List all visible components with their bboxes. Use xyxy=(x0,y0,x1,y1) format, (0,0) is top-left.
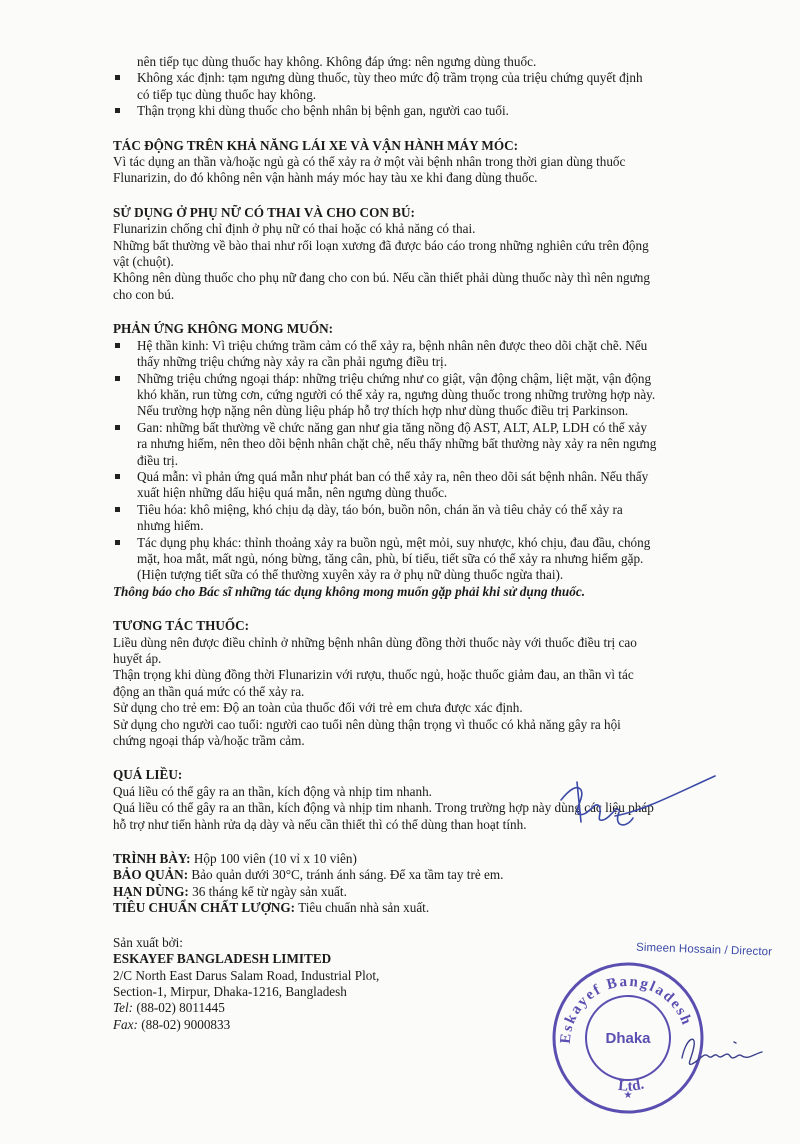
bullet-item: Hệ thần kinh: Vì triệu chứng trầm cảm có thể xảy ra, bệnh nhân nên được theo dõi chặt chẽ. Nếu thấy những triệu chứng này xảy ra cần phải ngưng điều trị. xyxy=(113,338,721,371)
bullet-item: Tiêu hóa: khô miệng, khó chịu dạ dày, táo bón, buồn nôn, chán ăn và tiêu chảy có thể xảy ra nhưng hiếm. xyxy=(113,502,721,535)
manufacturer-name: ESKAYEF BANGLADESH LIMITED xyxy=(113,951,332,967)
section-heading: SỬ DỤNG Ở PHỤ NỮ CÓ THAI VÀ CHO CON BÚ: xyxy=(113,204,415,220)
bullet-item: Thận trọng khi dùng thuốc cho bệnh nhân bị bệnh gan, người cao tuổi. xyxy=(113,103,721,119)
signature-scribble xyxy=(555,770,725,865)
bullet-icon xyxy=(115,75,120,80)
body-line: Liều dùng nên được điều chỉnh ở những bệnh nhân dùng đồng thời thuốc này với thuốc điều trị cao xyxy=(113,634,637,650)
body-line: Vì tác dụng an thần và/hoặc ngủ gà có thể xảy ra ở một vài bệnh nhân trong thời gian dùng thuốc xyxy=(113,154,626,170)
bullet-icon xyxy=(115,343,120,348)
interactions-section xyxy=(113,618,721,749)
stamp-center-text: Dhaka xyxy=(605,1030,651,1047)
bullet-item: Không xác định: tạm ngưng dùng thuốc, tùy theo mức độ trầm trọng của triệu chứng quyết định có tiếp tục dùng thuốc hay không. xyxy=(113,70,721,103)
fax-row: Fax: (88-02) 9000833 xyxy=(113,1016,231,1032)
body-line: Quá liều có thể gây ra an thần, kích động và nhịp tim nhanh. xyxy=(113,783,432,799)
bullet-icon xyxy=(115,425,120,430)
section-heading: QUÁ LIỀU: xyxy=(113,767,183,783)
bullet-item: Tác dụng phụ khác: thỉnh thoảng xảy ra buồn ngủ, mệt mỏi, suy nhược, khó chịu, đau đầu, chóng mặt, hoa mắt, mất ngủ, nóng bừng, tăng cân, phù, bí tiểu, tiết sữa có thể xảy ra nhưng hiếm gặp. (Hiện tượng tiết sữa có thể thường xuyên xảy ra ở phụ nữ dùng thuốc ngừa thai). xyxy=(113,535,721,584)
expiry-row: HẠN DÙNG: 36 tháng kể từ ngày sản xuất. xyxy=(113,883,347,899)
bullet-item: Quá mẫn: vì phản ứng quá mẫn như phát ban có thể xảy ra, nên theo dõi sát bệnh nhân. Nếu thấy xuất hiện những dấu hiệu quá mẫn, nên ngưng dùng thuốc. xyxy=(113,469,721,502)
signature-label: Simeen Hossain / Director xyxy=(635,941,773,959)
bullet-icon xyxy=(115,507,120,512)
tel-row: Tel: (88-02) 8011445 xyxy=(113,1000,225,1016)
body-line: hỗ trợ như tiến hành rửa dạ dày và nếu cần thiết thì có thể dùng than hoạt tính. xyxy=(113,816,527,832)
section-heading: TÁC ĐỘNG TRÊN KHẢ NĂNG LÁI XE VÀ VẬN HÀNH MÁY MÓC: xyxy=(113,137,519,153)
body-line: Không nên dùng thuốc cho phụ nữ đang cho con bú. Nếu cần thiết phải dùng thuốc này thì nên ngưng xyxy=(113,270,650,286)
body-line: động an thần quá mức có thể xảy ra. xyxy=(113,683,305,699)
stamp-star-icon: ★ xyxy=(623,1090,633,1101)
manufacturer-address: Section-1, Mirpur, Dhaka-1216, Bangladesh xyxy=(113,983,347,999)
body-line: cho con bú. xyxy=(113,286,175,302)
storage-row: BẢO QUẢN: Bảo quản dưới 30°C, tránh ánh sáng. Để xa tầm tay trẻ em. xyxy=(113,867,504,883)
bullet-icon xyxy=(115,540,120,545)
body-line: Những bất thường về bào thai như rối loạn xương đã được báo cáo trong những nghiên cứu trên động xyxy=(113,237,649,253)
bullet-icon xyxy=(115,474,120,479)
body-line: Quá liều có thể gây ra an thần, kích động và nhịp tim nhanh. Trong trường hợp này dùng các liệu pháp xyxy=(113,800,654,816)
body-line: huyết áp. xyxy=(113,651,162,666)
body-line: Sử dụng cho trẻ em: Độ an toàn của thuốc đối với trẻ em chưa được xác định. xyxy=(113,700,523,716)
section-heading: TƯƠNG TÁC THUỐC: xyxy=(113,618,250,634)
leaflet-page xyxy=(113,54,721,1033)
body-line: Thận trọng khi dùng đồng thời Flunarizin với rượu, thuốc ngủ, hoặc thuốc giảm đau, an thần vì tác xyxy=(113,667,634,683)
body-line: Sử dụng cho người cao tuổi: người cao tuổi nên dùng thận trọng vì thuốc có khả năng gây ra hội xyxy=(113,716,621,732)
stamp-bottom-text: Ltd. xyxy=(617,1076,646,1095)
driving-section xyxy=(113,138,721,187)
manufacturer-intro: Sản xuất bởi: xyxy=(113,934,183,950)
manufacturer-address: 2/C North East Darus Salam Road, Industrial Plot, xyxy=(113,967,380,983)
bullet-item: Gan: những bất thường về chức năng gan như gia tăng nồng độ AST, ALT, ALP, LDH có thể xảy ra nhưng hiếm, nên theo dõi bệnh nhân chặt chẽ, nếu thấy những bất thường này xảy ra nên ngưng điều trị. xyxy=(113,420,721,469)
director-signature xyxy=(678,1028,768,1078)
bullet-icon xyxy=(115,108,120,113)
continuation-line: nên tiếp tục dùng thuốc hay không. Không đáp ứng: nên ngưng dùng thuốc. xyxy=(137,54,537,69)
body-line: Flunarizin chống chỉ định ở phụ nữ có thai hoặc có khả năng có thai. xyxy=(113,221,476,237)
presentation-row: TRÌNH BÀY: Hộp 100 viên (10 vỉ x 10 viên) xyxy=(113,851,357,867)
pregnancy-section xyxy=(113,205,721,303)
warnings-continuation xyxy=(113,54,721,120)
body-line: chứng ngoại tháp và/hoặc trầm cảm. xyxy=(113,733,305,749)
section-heading: PHẢN ỨNG KHÔNG MONG MUỐN: xyxy=(113,321,334,337)
stamp-top-text: Eskayef Bangladesh xyxy=(557,973,695,1045)
body-line: vật (chuột). xyxy=(113,254,174,270)
body-line: Flunarizin, do đó không nên vận hành máy móc hay tàu xe khi đang dùng thuốc. xyxy=(113,170,538,186)
adverse-section xyxy=(113,321,721,600)
standard-row: TIÊU CHUẨN CHẤT LƯỢNG: Tiêu chuẩn nhà sản xuất. xyxy=(113,900,430,916)
bullet-item: Những triệu chứng ngoại tháp: những triệu chứng như co giật, vận động chậm, liệt mặt, vận động khó khăn, run từng cơn, cứng người có thể xảy ra, ngưng dùng thuốc trong những trường hợp này. Nếu trường hợp nặng nên dùng liệu pháp hỗ trợ thích hợp như dùng thuốc điều trị Parkinson. xyxy=(113,371,721,420)
bullet-icon xyxy=(115,376,120,381)
adverse-note: Thông báo cho Bác sĩ những tác dụng không mong muốn gặp phải khi sử dụng thuốc. xyxy=(113,583,586,599)
